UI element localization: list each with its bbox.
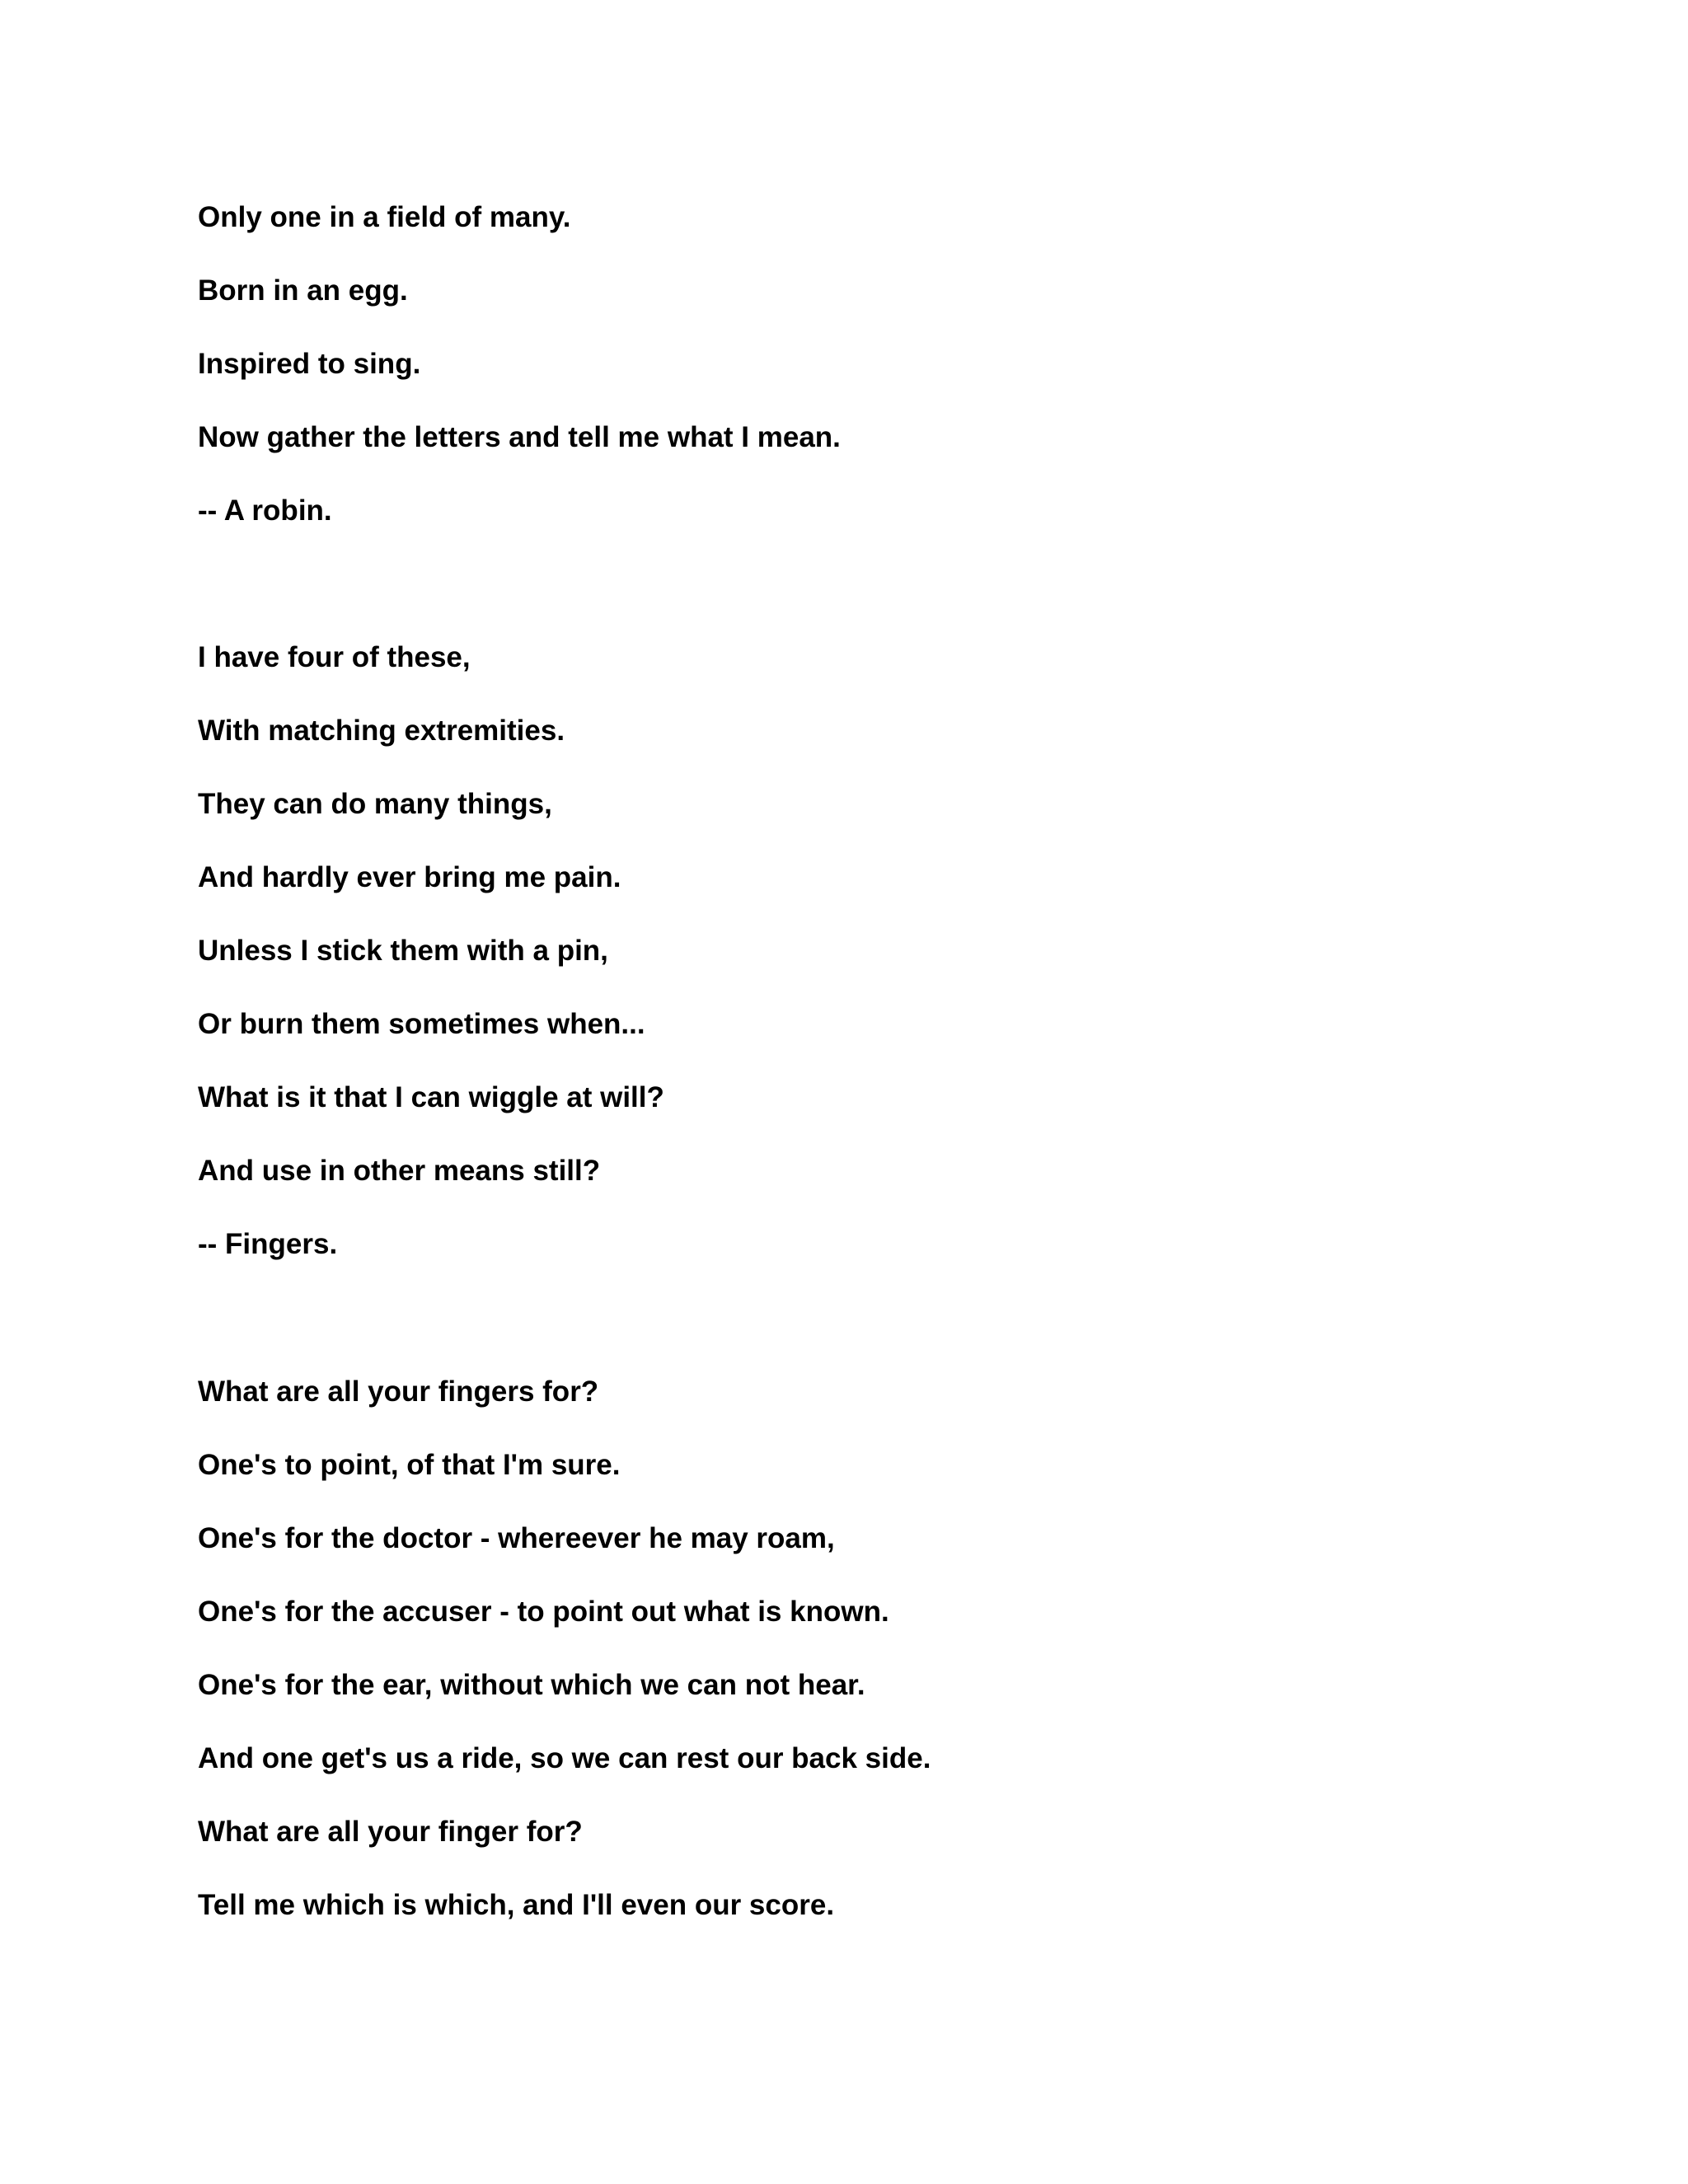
poem-line: Only one in a field of many. [198, 201, 571, 233]
poem-line: One's for the doctor - whereever he may roam, [198, 1522, 835, 1554]
poem-line: I have four of these, [198, 641, 471, 673]
poem-line: -- Fingers. [198, 1228, 338, 1260]
poem-line: They can do many things, [198, 788, 552, 820]
poem-line: Or burn them sometimes when... [198, 1008, 645, 1040]
poem-line: Born in an egg. [198, 274, 408, 307]
poem-line: One's to point, of that I'm sure. [198, 1449, 621, 1481]
poem-line: What are all your fingers for? [198, 1376, 599, 1408]
poem-line: What are all your finger for? [198, 1816, 583, 1848]
poem-line: Tell me which is which, and I'll even our score. [198, 1889, 835, 1921]
poem-line: And one get's us a ride, so we can rest our back side. [198, 1742, 931, 1774]
poem-line: Now gather the letters and tell me what I mean. [198, 421, 841, 453]
poem-line: Inspired to sing. [198, 348, 421, 380]
poem-line: Unless I stick them with a pin, [198, 935, 608, 967]
poem-line: One's for the ear, without which we can not hear. [198, 1669, 865, 1701]
poem-line: -- A robin. [198, 494, 332, 527]
poem-line: With matching extremities. [198, 715, 565, 747]
poem-line: And use in other means still? [198, 1155, 601, 1187]
poem-line: What is it that I can wiggle at will? [198, 1081, 664, 1113]
poem-line: One's for the accuser - to point out what is known. [198, 1596, 889, 1628]
poem-line: And hardly ever bring me pain. [198, 861, 621, 893]
